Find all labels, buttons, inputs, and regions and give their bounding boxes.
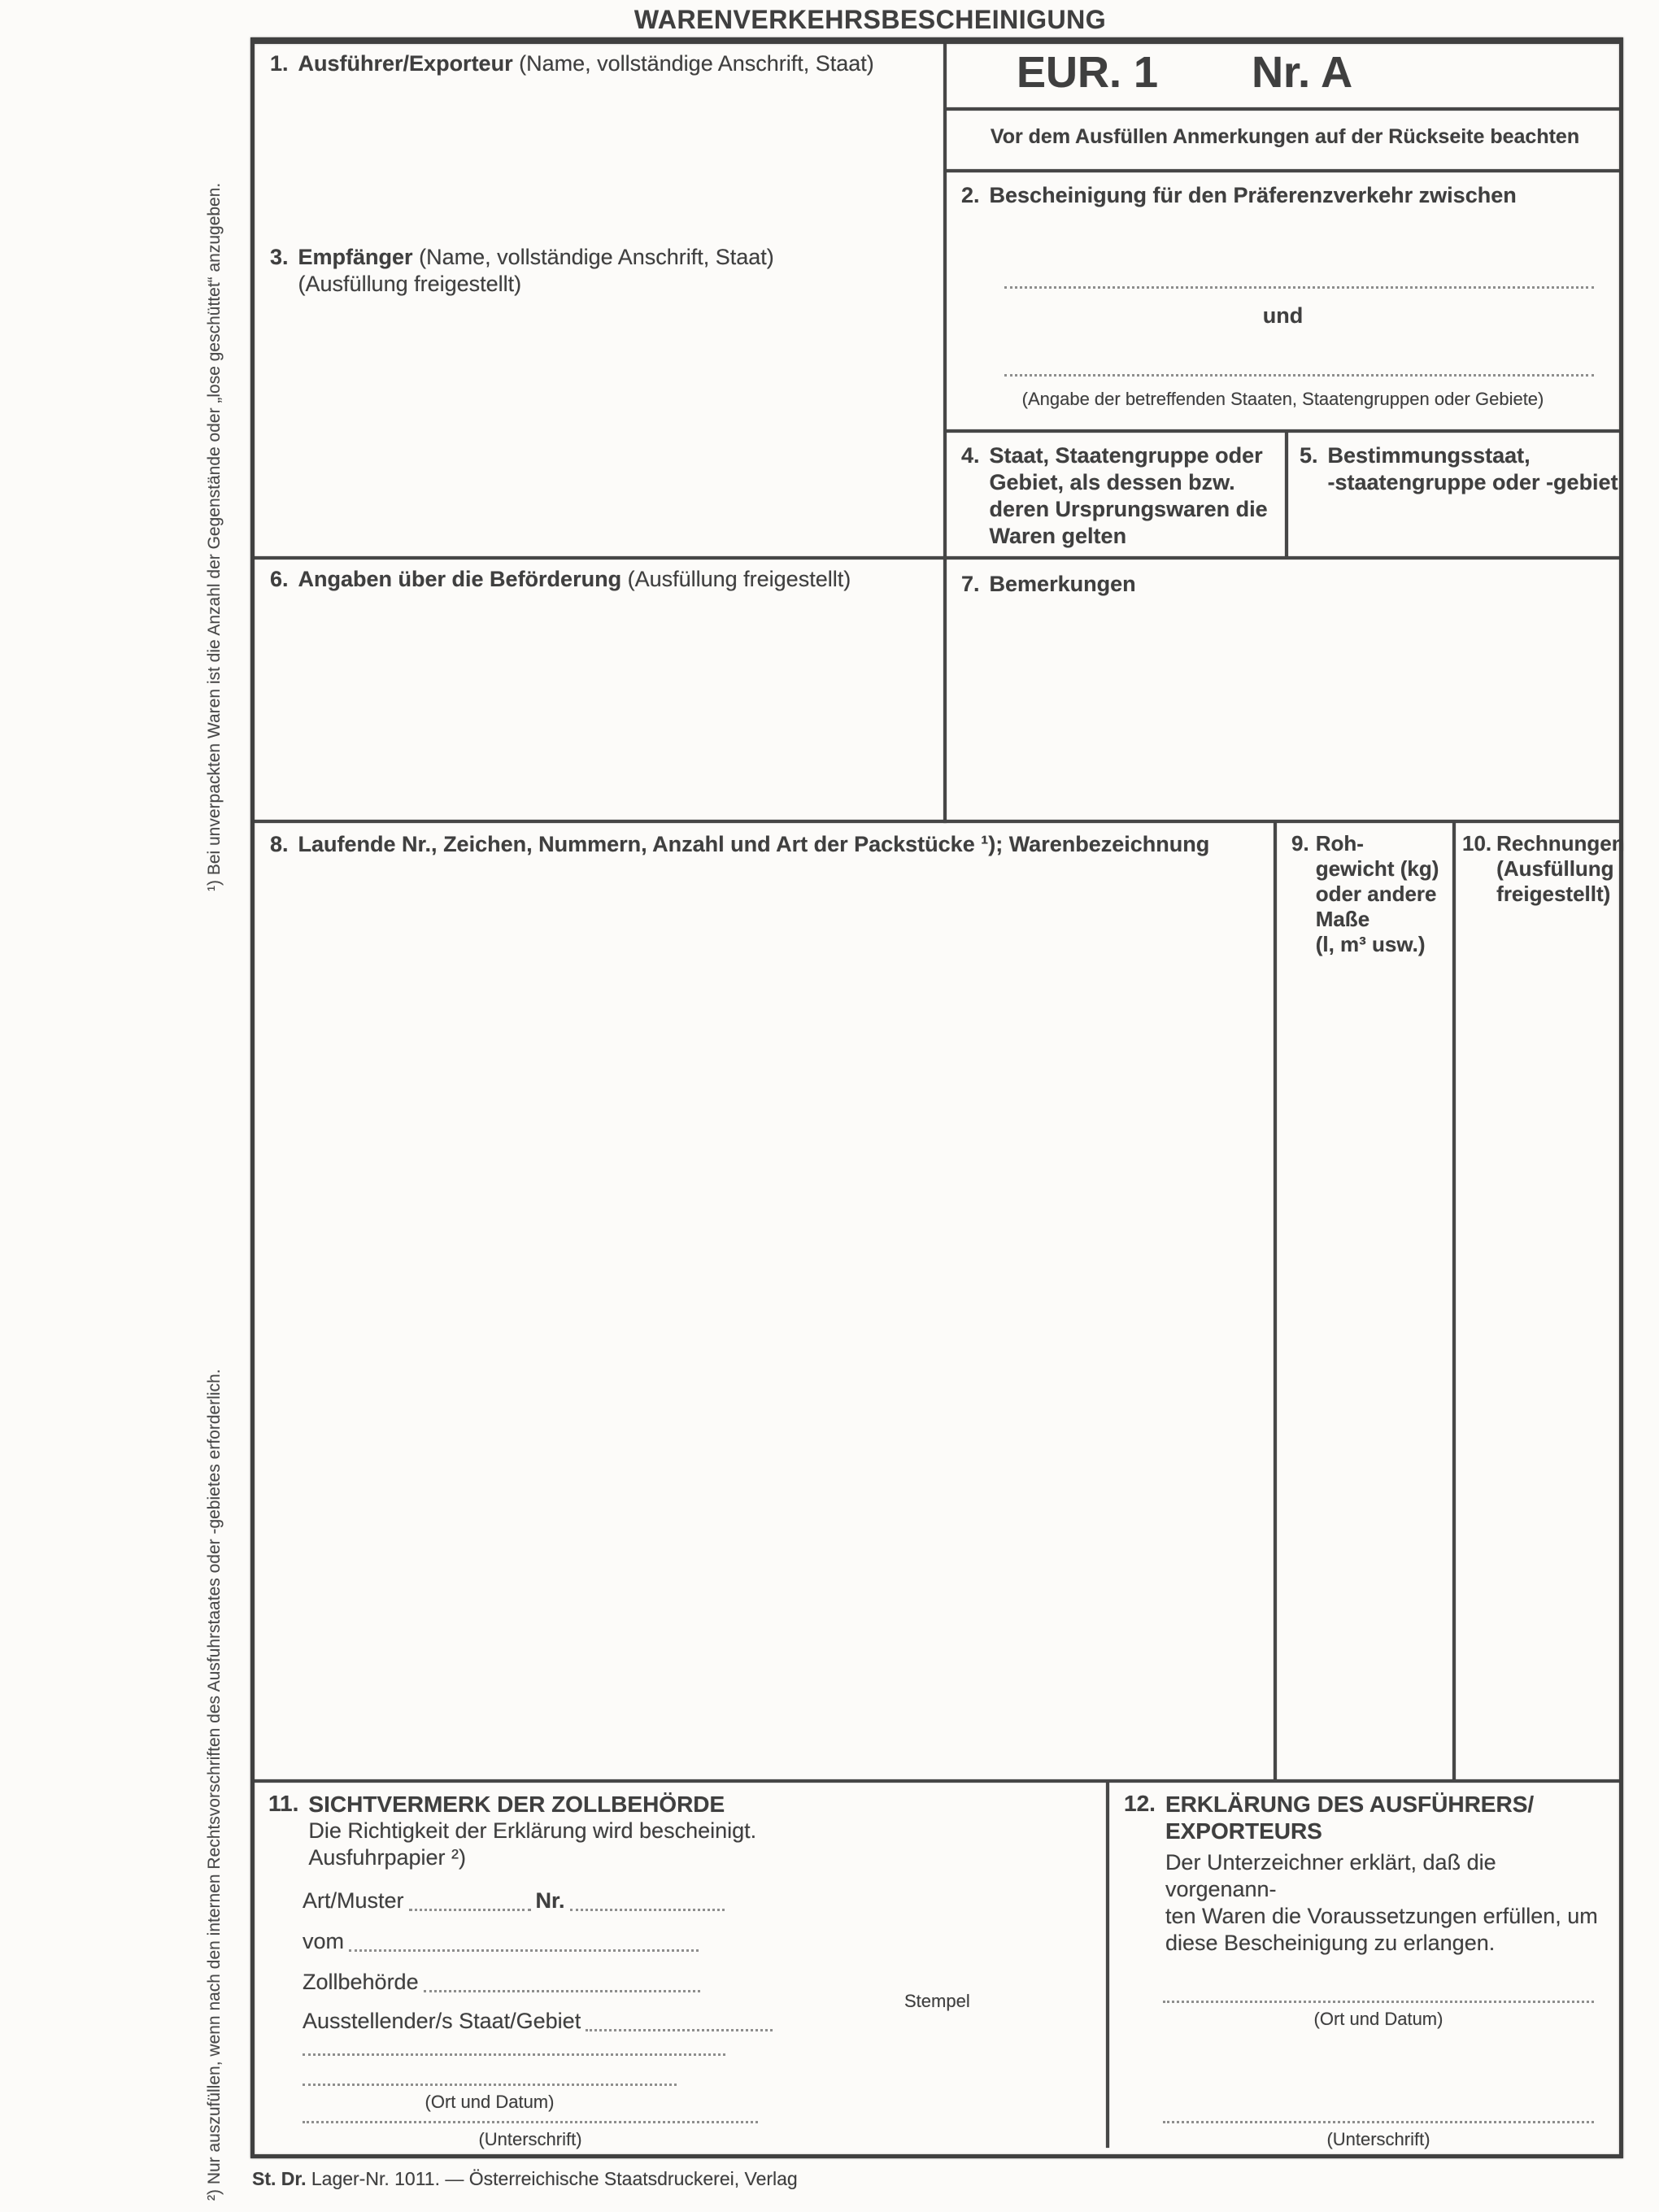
box11-signature-caption: (Unterschrift): [478, 2129, 582, 2149]
box5-number: 5.: [1300, 443, 1318, 468]
box12-exporter-declaration: [1124, 1791, 1605, 1957]
box9-weight-label: [1291, 831, 1439, 957]
box4-line: Waren gelten: [989, 524, 1127, 548]
stempel-label: Stempel: [904, 1991, 970, 2011]
fill-note: Vor dem Ausfüllen Anmerkungen auf der Rückseite beachten: [990, 125, 1580, 148]
box11-heading: SICHTVERMERK DER ZOLLBEHÖRDE: [308, 1792, 725, 1817]
box9-line: (l, m³ usw.): [1315, 932, 1426, 956]
box2-caption: (Angabe der betreffenden Staaten, Staatengruppen oder Gebiete): [1021, 389, 1544, 409]
box9-line: gewicht (kg): [1315, 856, 1439, 881]
box10-line: Rechnungen: [1496, 831, 1625, 856]
box11-line2: Ausfuhrpapier ²): [308, 1845, 466, 1870]
box12-signature-line: [1163, 2121, 1594, 2123]
box12-text: [1165, 1791, 1605, 1957]
divider-under-eur-strip: [947, 107, 1619, 111]
box4-line: deren Ursprungswaren die: [989, 497, 1268, 521]
box4-line: Gebiet, als dessen bzw.: [989, 470, 1235, 494]
box5-line: -staatengruppe oder -gebiet: [1327, 470, 1618, 494]
box12-ortdatum-line: [1163, 2001, 1594, 2003]
box11-text: [308, 1791, 756, 1871]
box11-ortdatum-caption: (Ort und Datum): [425, 2092, 555, 2112]
printer-imprint-rest: Lager-Nr. 1011. — Österreichische Staatsdruckerei, Verlag: [311, 2168, 798, 2189]
box11-vom-row: [303, 1929, 703, 1954]
box12-signature-caption: (Unterschrift): [1326, 2129, 1430, 2149]
box3-text: [298, 244, 774, 298]
printer-imprint-bold: St. Dr.: [252, 2168, 307, 2189]
vom-fill-line: [349, 1933, 699, 1952]
box12-ortdatum-caption: (Ort und Datum): [1313, 2009, 1443, 2029]
box10-line: freigestellt): [1496, 882, 1611, 906]
box11-blank-line-1: [303, 2053, 725, 2056]
box11-line1: Die Richtigkeit der Erklärung wird bescheinigt.: [308, 1818, 757, 1843]
divider-box67-top: [255, 556, 1619, 560]
box8-title: Laufende Nr., Zeichen, Nummern, Anzahl und Art der Packstücke ¹); Warenbezeichnung: [298, 832, 1210, 856]
box3-line1: [298, 244, 774, 271]
box12-number: 12.: [1124, 1791, 1156, 1816]
box9-text: [1316, 831, 1439, 957]
box10-line: (Ausfüllung: [1496, 856, 1614, 881]
staat-gebiet-label: Ausstellender/s Staat/Gebiet: [303, 2009, 581, 2033]
divider-box8-box9: [1274, 823, 1277, 1779]
box4-line: Staat, Staatengruppe oder: [989, 443, 1263, 468]
margin-footnote-2: ²) Nur auszufüllen, wenn nach den internen Rechtsvorschriften des Ausfuhrstaates oder -gebietes erforderlich.: [205, 1369, 224, 2201]
box2-country-line-2: [1004, 374, 1594, 377]
box10-text: [1496, 831, 1624, 907]
box11-zollbehoerde-row: [303, 1970, 705, 1995]
box1-title: Ausführer/Exporteur: [298, 51, 513, 76]
box8-number: 8.: [270, 832, 289, 856]
box11-number: 11.: [268, 1791, 299, 1816]
box1-number: 1.: [270, 51, 289, 76]
box12-heading-line1: ERKLÄRUNG DES AUSFÜHRERS/: [1165, 1792, 1535, 1817]
box2-country-line-1: [1004, 286, 1594, 289]
divider-box4-box5: [1285, 433, 1288, 556]
box4-number: 4.: [961, 443, 980, 468]
box9-number: 9.: [1291, 831, 1309, 856]
box2-number: 2.: [961, 183, 980, 207]
box10-number: 10.: [1462, 831, 1492, 856]
eur1-label: EUR. 1: [1017, 48, 1159, 97]
box2-certificate-label: [961, 182, 1604, 209]
box5-line: Bestimmungsstaat,: [1327, 443, 1531, 468]
box3-consignee-label: [270, 244, 929, 298]
form-title: WARENVERKEHRSBESCHEINIGUNG: [634, 5, 1107, 34]
box11-staat-row: [303, 2009, 777, 2034]
nr-label: Nr.: [535, 1888, 565, 1913]
box4-origin-label: [961, 442, 1268, 550]
printer-imprint: [252, 2168, 798, 2190]
staat-fill-line: [586, 2013, 773, 2031]
box3-title: Empfänger: [298, 245, 413, 269]
box3-subtitle: (Name, vollständige Anschrift, Staat): [419, 245, 774, 269]
box7-remarks-label: [961, 571, 1136, 598]
box12-body-line: diese Bescheinigung zu erlangen.: [1165, 1931, 1496, 1955]
vom-label: vom: [303, 1929, 345, 1953]
box3-number: 3.: [270, 245, 289, 269]
eur1-serial: Nr. A: [1252, 48, 1353, 97]
box6-number: 6.: [270, 567, 289, 591]
box5-text: [1328, 442, 1618, 496]
divider-box8-top: [255, 820, 1619, 823]
box9-line: Maße: [1315, 907, 1370, 931]
artmuster-fill-line: [409, 1892, 531, 1911]
box6-subtitle: (Ausfüllung freigestellt): [627, 567, 851, 591]
box12-body-line: Der Unterzeichner erklärt, daß die vorgenann-: [1165, 1850, 1496, 1901]
divider-box11-box12: [1106, 1783, 1109, 2148]
box7-number: 7.: [961, 572, 980, 596]
box8-goods-label: [270, 831, 1246, 858]
zollbehoerde-fill-line: [424, 1974, 700, 1992]
box4-text: [990, 442, 1268, 550]
box12-heading-line2: EXPORTEURS: [1165, 1818, 1322, 1844]
box5-destination-label: [1300, 442, 1618, 496]
margin-footnote-1: ¹) Bei unverpackten Waren ist die Anzahl der Gegenstände oder „lose geschüttet“ anzugeben.: [205, 182, 224, 891]
box3-line2: (Ausfüllung freigestellt): [298, 272, 522, 296]
box11-signature-line: [303, 2121, 758, 2123]
box6-title: Angaben über die Beförderung: [298, 567, 622, 591]
divider-box2-bottom: [947, 429, 1619, 433]
divider-under-note-strip: [947, 169, 1619, 172]
box6-transport-label: [270, 566, 929, 593]
box9-line: oder andere: [1315, 882, 1437, 906]
box11-artmuster-row: [303, 1888, 729, 1914]
box9-line: Roh-: [1315, 831, 1364, 856]
artmuster-label: Art/Muster: [303, 1888, 404, 1913]
divider-box1112-top: [255, 1779, 1619, 1783]
box11-ortdatum-line: [303, 2084, 677, 2086]
box10-invoices-label: [1462, 831, 1625, 907]
box11-customs-endorsement: [268, 1791, 756, 1871]
divider-box9-box10: [1452, 823, 1456, 1779]
box2-title: Bescheinigung für den Präferenzverkehr zwischen: [989, 183, 1517, 207]
zollbehoerde-label: Zollbehörde: [303, 1970, 419, 1994]
box1-text: [298, 50, 874, 77]
box1-exporter-label: [270, 50, 929, 77]
nr-fill-line: [570, 1892, 725, 1911]
divider-left-right-column: [943, 44, 947, 823]
box12-body-line: ten Waren die Voraussetzungen erfüllen, um: [1165, 1904, 1598, 1928]
box6-text: [298, 566, 851, 593]
box7-title: Bemerkungen: [989, 572, 1136, 596]
box2-und-label: und: [1262, 303, 1304, 328]
eur1-header: [1017, 47, 1352, 98]
box1-subtitle: (Name, vollständige Anschrift, Staat): [519, 51, 874, 76]
